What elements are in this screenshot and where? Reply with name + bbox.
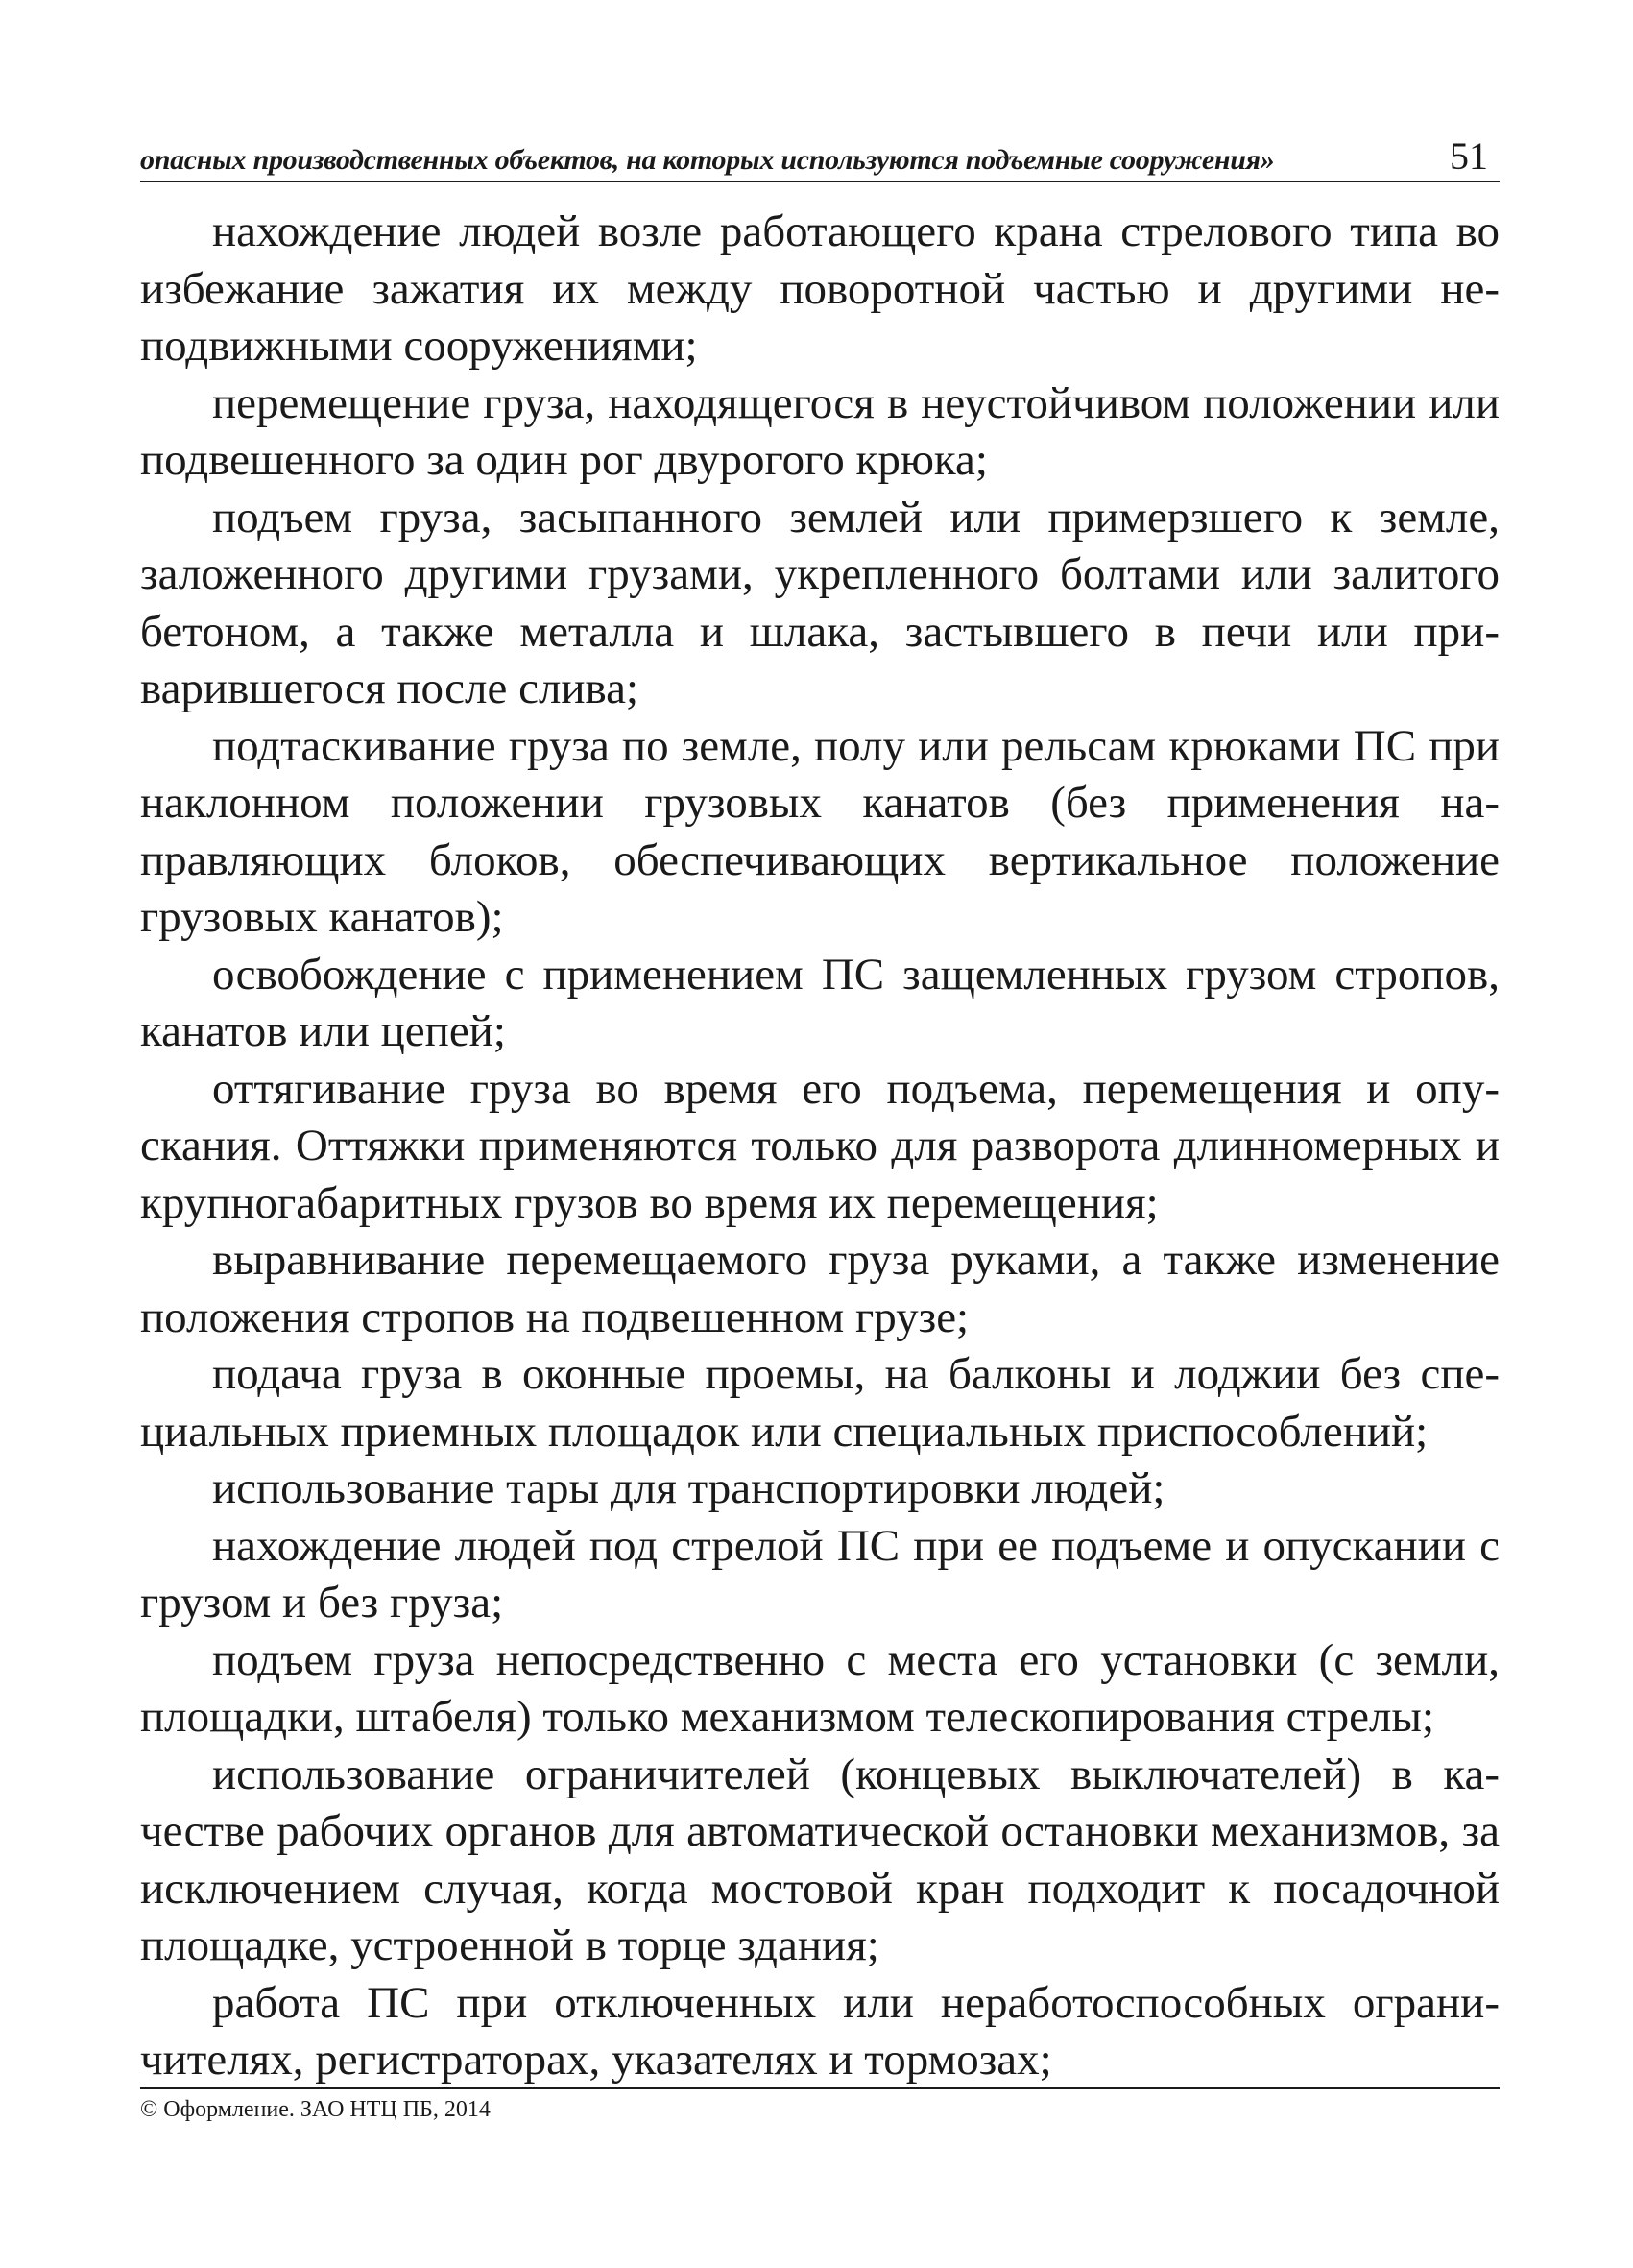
list-item: выравнивание перемещаемого груза руками, а также изменение положения стропов на подвешенном грузе; bbox=[140, 1235, 1500, 1342]
header-title: опасных производственных объектов, на которых используются подъемные сооружения» bbox=[140, 144, 1275, 176]
list-item: нахождение людей под стрелой ПС при ее подъеме и опускании с грузом и без груза; bbox=[140, 1520, 1500, 1628]
list-item: работа ПС при отключенных или неработоспособных ограничителях, регистраторах, указателях и тормозах; bbox=[140, 1977, 1500, 2085]
list-item: подъем груза, засыпанного землей или примерзшего к земле, заложенного другими грузами, укрепленного болтами или залитого бетоном, а также металла и шлака, застывшего в печи или приварившегося после слива; bbox=[140, 492, 1500, 713]
list-item: использование ограничителей (концевых выключателей) в качестве рабочих органов для автоматической остановки механизмов, за исключением случая, когда мостовой кран подходит к посадочной площадке, устроенной в торце здания; bbox=[140, 1749, 1500, 1970]
list-item: подъем груза непосредственно с места его установки (с земли, площадки, штабеля) только механизмом телескопирования стрелы; bbox=[140, 1634, 1500, 1742]
running-header bbox=[140, 134, 1500, 182]
list-item: нахождение людей возле работающего крана стрелового типа во избежание зажатия их между поворотной частью и другими неподвижными сооружениями; bbox=[140, 206, 1500, 371]
list-item: подача груза в оконные проемы, на балконы и лоджии без специальных приемных площадок или специальных приспособлений; bbox=[140, 1349, 1500, 1457]
body-text bbox=[140, 204, 1500, 2089]
copyright-notice: © Оформление. ЗАО НТЦ ПБ, 2014 bbox=[140, 2097, 491, 2122]
list-item: использование тары для транспортировки людей; bbox=[212, 1463, 1165, 1513]
list-item: освобождение с применением ПС защемленных грузом стропов, канатов или цепей; bbox=[140, 949, 1500, 1056]
list-item: подтаскивание груза по земле, полу или рельсам крюками ПС при наклонном положении грузовых канатов (без применения направляющих блоков, обеспечивающих вертикальное положение грузовых канатов); bbox=[140, 720, 1500, 942]
list-item: перемещение груза, находящегося в неустойчивом положении или подвешенного за один рог двурогого крюка; bbox=[140, 377, 1500, 485]
list-item: оттягивание груза во время его подъема, перемещения и опускания. Оттяжки применяются только для разворота длинномерных и крупногабаритных грузов во время их перемещения; bbox=[140, 1063, 1500, 1228]
page-footer bbox=[140, 2087, 1500, 2123]
page-number: 51 bbox=[1450, 134, 1488, 178]
